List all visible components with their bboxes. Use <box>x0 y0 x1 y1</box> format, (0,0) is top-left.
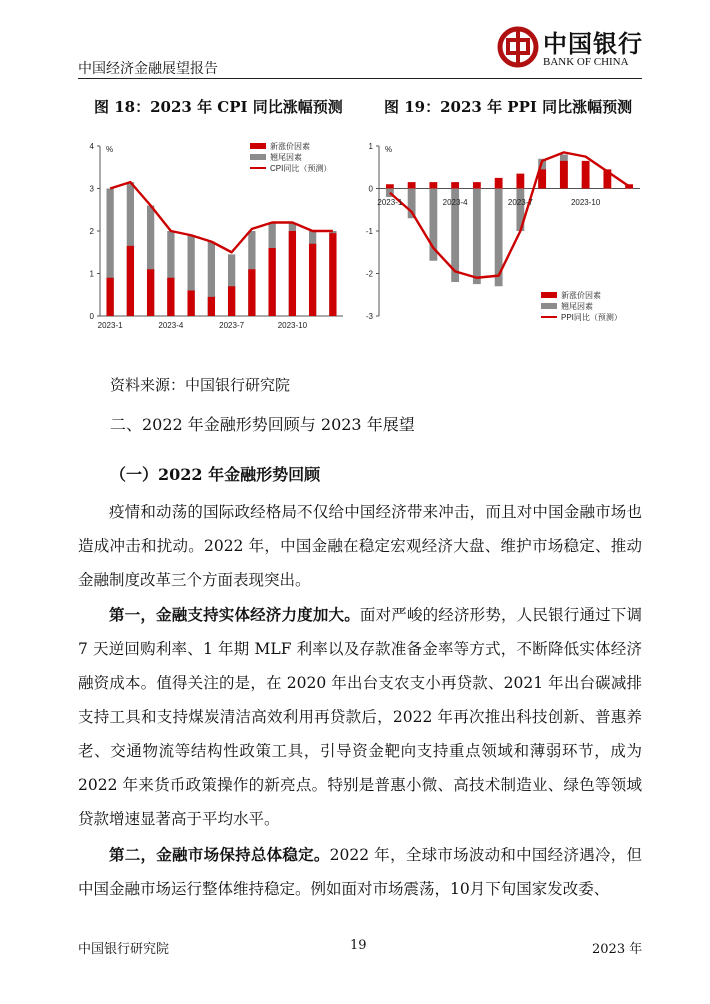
bar-new <box>329 233 336 316</box>
bar-new <box>187 291 194 317</box>
bar-new <box>127 246 134 316</box>
y-tick-label: -2 <box>365 269 373 279</box>
report-title: 中国经济金融展望报告 <box>78 61 218 77</box>
y-tick-label: 2 <box>89 227 94 236</box>
footer-org: 中国银行研究院 <box>78 942 170 957</box>
bank-of-china-logo <box>497 22 647 74</box>
bar-new <box>386 184 394 188</box>
y-tick-label: 1 <box>89 269 94 279</box>
cpi-chart <box>78 138 368 338</box>
subsection-heading: （一）2022 年金融形势回顾 <box>110 465 321 484</box>
x-tick-label: 2023-7 <box>507 198 533 207</box>
legend-label: 翘尾因素 <box>270 153 302 162</box>
bar-new <box>289 231 296 316</box>
y-tick-label: 3 <box>89 184 94 194</box>
x-tick-label: 2023-4 <box>158 321 184 330</box>
boc-emblem-icon <box>497 26 539 68</box>
paragraph-1 <box>78 495 642 597</box>
bar-new <box>560 161 568 189</box>
bar-new <box>208 297 215 316</box>
bar-new <box>582 161 590 189</box>
figure-source: 资料来源：中国银行研究院 <box>110 376 291 394</box>
x-tick-label: 2023-10 <box>570 198 601 207</box>
section-heading: 二、2022 年金融形势回顾与 2023 年展望 <box>110 415 415 434</box>
figure-19-title: 图 19：2023 年 PPI 同比涨幅预测 <box>384 98 633 116</box>
x-tick-label: 2023-7 <box>219 321 245 330</box>
y-tick-label: 0 <box>89 312 94 321</box>
paragraph-lead: 第二，金融市场保持总体稳定。 <box>109 845 330 864</box>
line-series <box>110 182 333 252</box>
bar-new <box>248 269 255 316</box>
unit-label: % <box>385 145 393 154</box>
x-tick-label: 2023-10 <box>277 321 308 330</box>
paragraph-text: 2022 年，全球市场波动和中国经济遇冷，但中国金融市场运行整体维持稳定。例如面对市场震荡，10月下旬国家发改委、 <box>78 846 642 898</box>
y-tick-label: 0 <box>368 184 373 194</box>
x-tick-label: 2023-1 <box>377 198 403 207</box>
x-tick-label: 2023-4 <box>442 198 468 207</box>
bar-new <box>429 182 437 188</box>
bar-new <box>228 286 235 316</box>
bar-new <box>167 278 174 316</box>
legend-label: 翘尾因素 <box>561 302 593 311</box>
logo-text-cn: 中国银行 <box>543 29 643 58</box>
paragraph-text: 面对严峻的经济形势，人民银行通过下调 7 天逆回购利率、1 年期 MLF 利率以及存款准备金率等方式，不断降低实体经济融资成本。值得关注的是，在 2020 年出台支农支小再贷款、2021 年出台碳减排支持工具和支持煤炭清洁高效利用再贷款后，2022 年再次推出科技创新、普惠养老、交通物流等结构性政策工具，引导资金靶向支持重点领域和薄弱环节，成为 2022 年来货币政策操作的新亮点。特别是普惠小微、高技术制造业、绿色等领域贷款增速显著高于平均水平。 <box>78 606 642 828</box>
legend-swatch <box>250 143 266 149</box>
legend-swatch <box>541 292 557 298</box>
bar-new <box>451 182 459 188</box>
y-tick-label: 4 <box>89 142 94 151</box>
bar-tail <box>473 189 481 285</box>
paragraph-lead: 第一，金融支持实体经济力度加大。 <box>109 605 360 624</box>
paragraph-3 <box>78 838 642 906</box>
unit-label: % <box>106 145 114 154</box>
footer-year: 2023 年 <box>592 942 643 957</box>
line-series <box>390 152 629 277</box>
legend-label: 新涨价因素 <box>270 142 310 151</box>
y-tick-label: -3 <box>365 312 373 321</box>
legend-label: PPI同比（预测） <box>561 313 622 322</box>
bar-new <box>473 182 481 188</box>
legend-label: CPI同比（预测） <box>270 164 332 173</box>
bar-new <box>147 269 154 316</box>
legend-swatch <box>250 154 266 160</box>
bar-new <box>495 178 503 189</box>
ppi-chart <box>355 138 645 338</box>
legend-swatch <box>541 303 557 309</box>
bar-new <box>516 174 524 189</box>
paragraph-2 <box>78 598 642 836</box>
logo-text-en: BANK OF CHINA <box>543 56 629 68</box>
y-tick-label: 1 <box>368 142 373 151</box>
paragraph-text: 疫情和动荡的国际政经格局不仅给中国经济带来冲击，而且对中国金融市场也造成冲击和扰动。2022 年，中国金融在稳定宏观经济大盘、维护市场稳定、推动金融制度改革三个方面表现突出。 <box>78 503 642 589</box>
figure-18-title: 图 18：2023 年 CPI 同比涨幅预测 <box>94 98 343 116</box>
bar-tail <box>603 189 611 190</box>
x-tick-label: 2023-1 <box>97 321 123 330</box>
page-number: 19 <box>350 938 367 953</box>
bar-tail <box>625 189 633 190</box>
bar-new <box>408 182 416 188</box>
bar-new <box>268 248 275 316</box>
y-tick-label: -1 <box>365 227 373 236</box>
header-rule <box>78 78 642 79</box>
legend-label: 新涨价因素 <box>561 291 601 300</box>
bar-new <box>106 278 113 316</box>
bar-new <box>309 244 316 316</box>
